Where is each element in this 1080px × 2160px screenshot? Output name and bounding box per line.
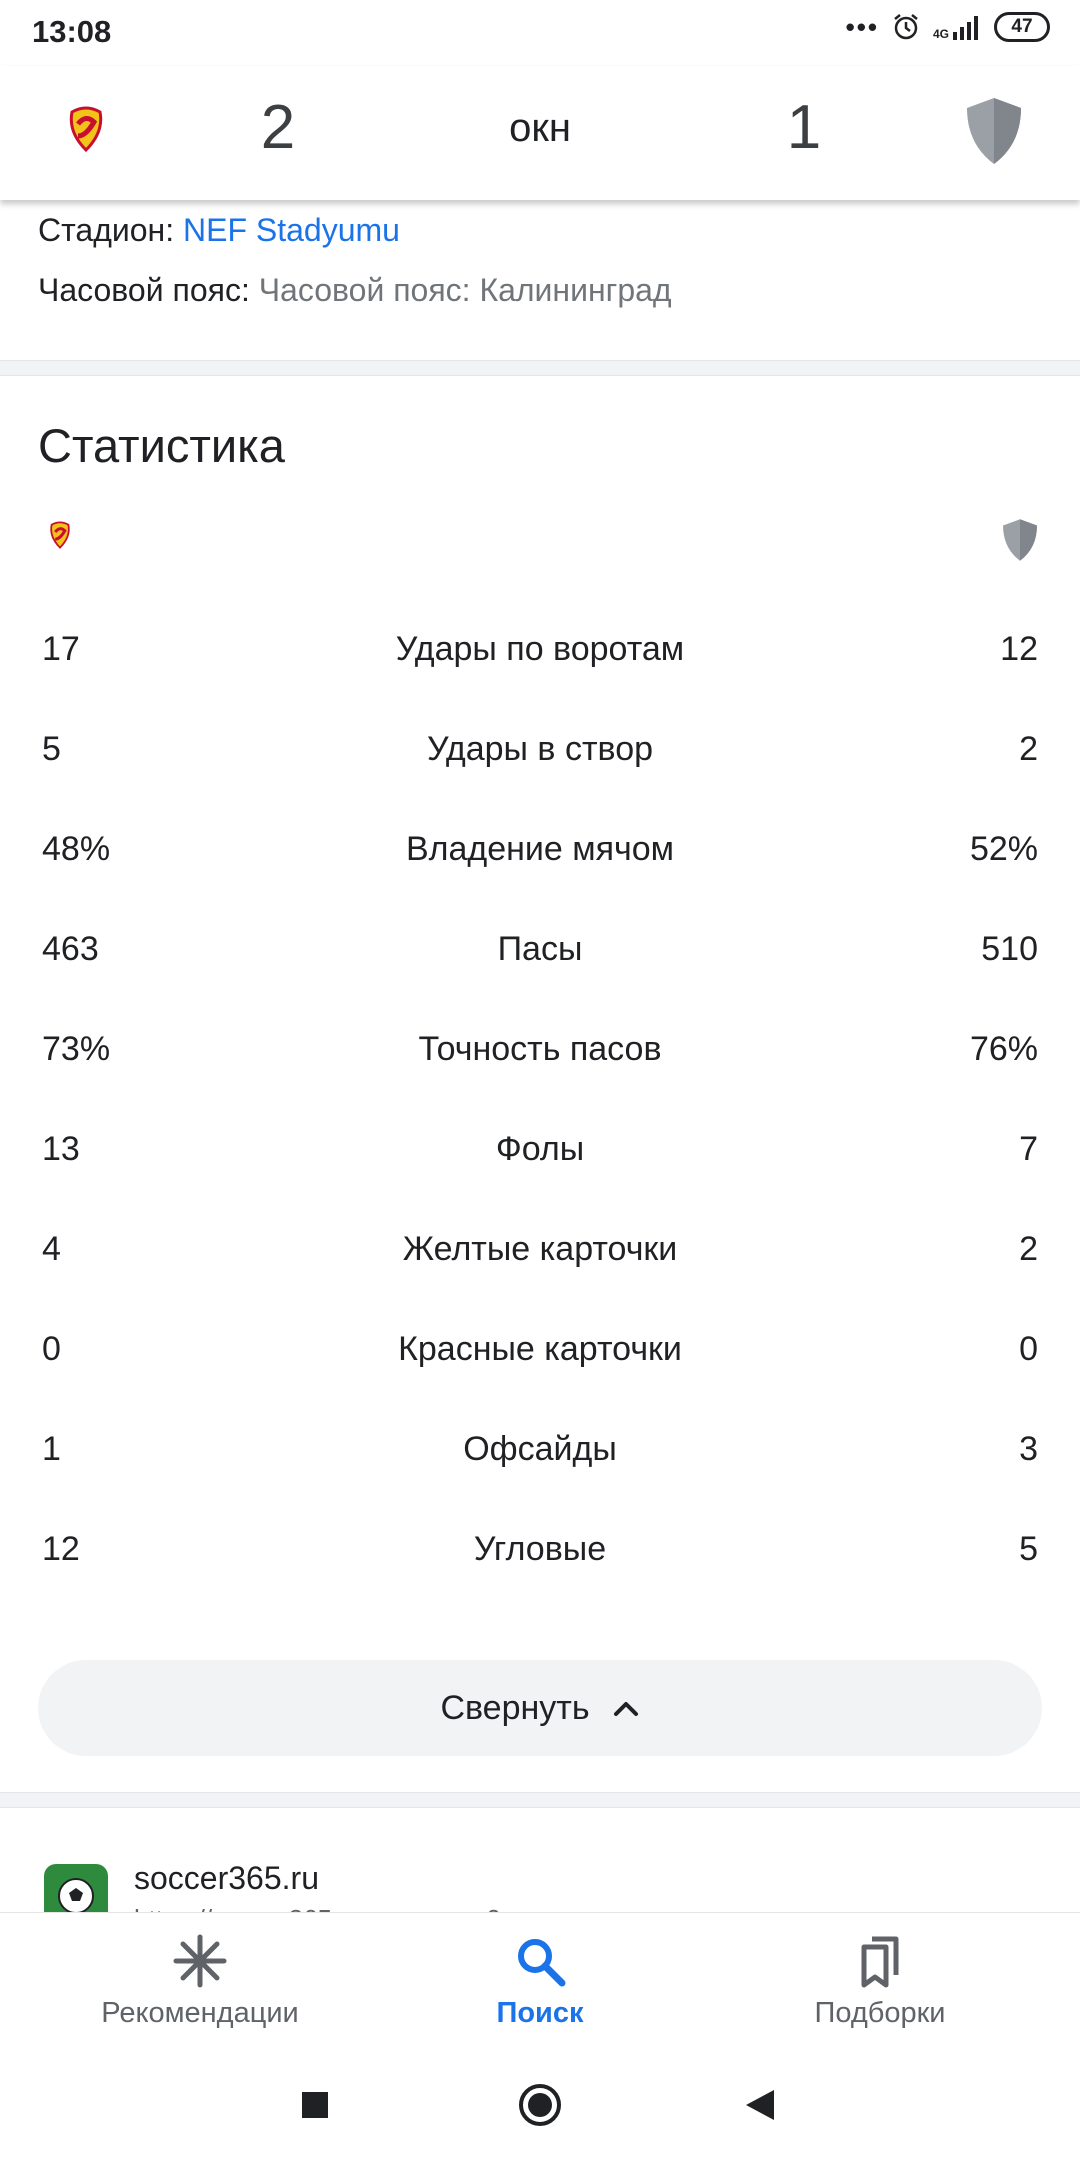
stat-row	[0, 620, 1080, 680]
stat-row	[0, 1320, 1080, 1380]
chevron-up-icon	[612, 1698, 640, 1718]
stadium-link[interactable]: NEF Stadyumu	[183, 212, 400, 248]
section-divider	[0, 360, 1080, 376]
stat-label: Удары в створ	[426, 730, 654, 768]
home-button[interactable]	[510, 2075, 570, 2135]
stadium-line	[38, 212, 400, 249]
stat-row	[0, 1220, 1080, 1280]
status-bar	[0, 0, 1080, 66]
home-circle-icon	[517, 2082, 563, 2128]
stat-away-value: 2	[1019, 1230, 1038, 1268]
stat-home-value: 463	[42, 930, 99, 968]
stat-home-value: 1	[42, 1430, 61, 1468]
home-team-crest-small-icon	[48, 520, 72, 550]
stat-label: Удары по воротам	[395, 630, 685, 668]
stat-away-value: 0	[1019, 1330, 1038, 1368]
stadium-label: Стадион:	[38, 212, 175, 248]
nav-search[interactable]	[360, 1913, 720, 2046]
stat-label: Офсайды	[463, 1430, 617, 1468]
stat-row	[0, 1020, 1080, 1080]
stat-label: Фолы	[495, 1130, 585, 1168]
nav-label-collections: Подборки	[814, 1997, 946, 2029]
network-indicator	[933, 14, 982, 40]
timezone-line	[38, 272, 672, 309]
stat-away-value: 52%	[969, 830, 1038, 868]
stat-home-value: 17	[42, 630, 80, 668]
nav-collections[interactable]	[700, 1913, 1060, 2046]
stop-icon	[300, 2090, 330, 2120]
stat-home-value: 48%	[42, 830, 111, 868]
stat-home-value: 0	[42, 1330, 61, 1368]
stat-label: Угловые	[473, 1530, 607, 1568]
stat-row	[0, 720, 1080, 780]
stat-row	[0, 1420, 1080, 1480]
stat-home-value: 5	[42, 730, 61, 768]
bookmarks-icon	[850, 1931, 910, 1991]
stat-away-value: 3	[1019, 1430, 1038, 1468]
nav-recommendations[interactable]	[20, 1913, 380, 2046]
back-triangle-icon	[744, 2088, 776, 2122]
source-name[interactable]: soccer365.ru	[134, 1860, 319, 1896]
score-header	[0, 66, 1080, 200]
home-score: 2	[260, 93, 296, 162]
status-time: 13:08	[32, 14, 112, 49]
timezone-value: Часовой пояс: Калининград	[258, 272, 672, 308]
stat-home-value: 12	[42, 1530, 80, 1568]
battery-icon	[994, 12, 1050, 42]
nav-label-recommendations: Рекомендации	[101, 1997, 299, 2029]
recent-apps-button[interactable]	[285, 2075, 345, 2135]
stat-away-value: 76%	[969, 1030, 1038, 1068]
collapse-label: Свернуть	[440, 1688, 590, 1727]
stat-label: Точность пасов	[418, 1030, 662, 1068]
source-result[interactable]	[0, 1808, 1080, 1913]
battery-level: 47	[1011, 16, 1033, 37]
search-icon	[510, 1931, 570, 1991]
stat-label: Желтые карточки	[402, 1230, 678, 1268]
signal-icon	[952, 14, 982, 40]
stat-row	[0, 920, 1080, 980]
status-icons	[846, 12, 1050, 42]
stats-title: Статистика	[38, 419, 285, 472]
stat-away-value: 510	[981, 930, 1038, 968]
stat-row	[0, 1120, 1080, 1180]
bottom-navigation	[0, 1912, 1080, 2046]
stat-home-value: 4	[42, 1230, 61, 1268]
stat-away-value: 12	[1000, 630, 1038, 668]
away-score: 1	[786, 93, 822, 162]
collapse-button[interactable]	[38, 1660, 1042, 1756]
stat-row	[0, 1520, 1080, 1580]
stat-label: Пасы	[497, 930, 583, 968]
stat-label: Владение мячом	[405, 830, 675, 868]
match-status: окн	[509, 106, 571, 150]
stat-row	[0, 820, 1080, 880]
stat-away-value: 5	[1019, 1530, 1038, 1568]
more-dots-icon: •••	[845, 12, 879, 42]
back-button[interactable]	[730, 2075, 790, 2135]
timezone-label: Часовой пояс:	[38, 272, 250, 308]
alarm-icon	[891, 12, 921, 42]
stat-home-value: 73%	[42, 1030, 111, 1068]
system-navigation-bar	[0, 2045, 1080, 2160]
stat-home-value: 13	[42, 1130, 80, 1168]
stat-away-value: 2	[1019, 730, 1038, 768]
network-type: 4G	[932, 27, 949, 41]
stat-away-value: 7	[1019, 1130, 1038, 1168]
section-divider	[0, 1792, 1080, 1808]
stat-label: Красные карточки	[398, 1330, 682, 1368]
away-team-shield-icon[interactable]	[964, 96, 1024, 166]
home-team-crest-icon[interactable]	[66, 106, 106, 152]
sparkle-icon	[170, 1931, 230, 1991]
away-team-shield-small-icon	[1000, 518, 1040, 562]
nav-label-search: Поиск	[496, 1997, 584, 2029]
